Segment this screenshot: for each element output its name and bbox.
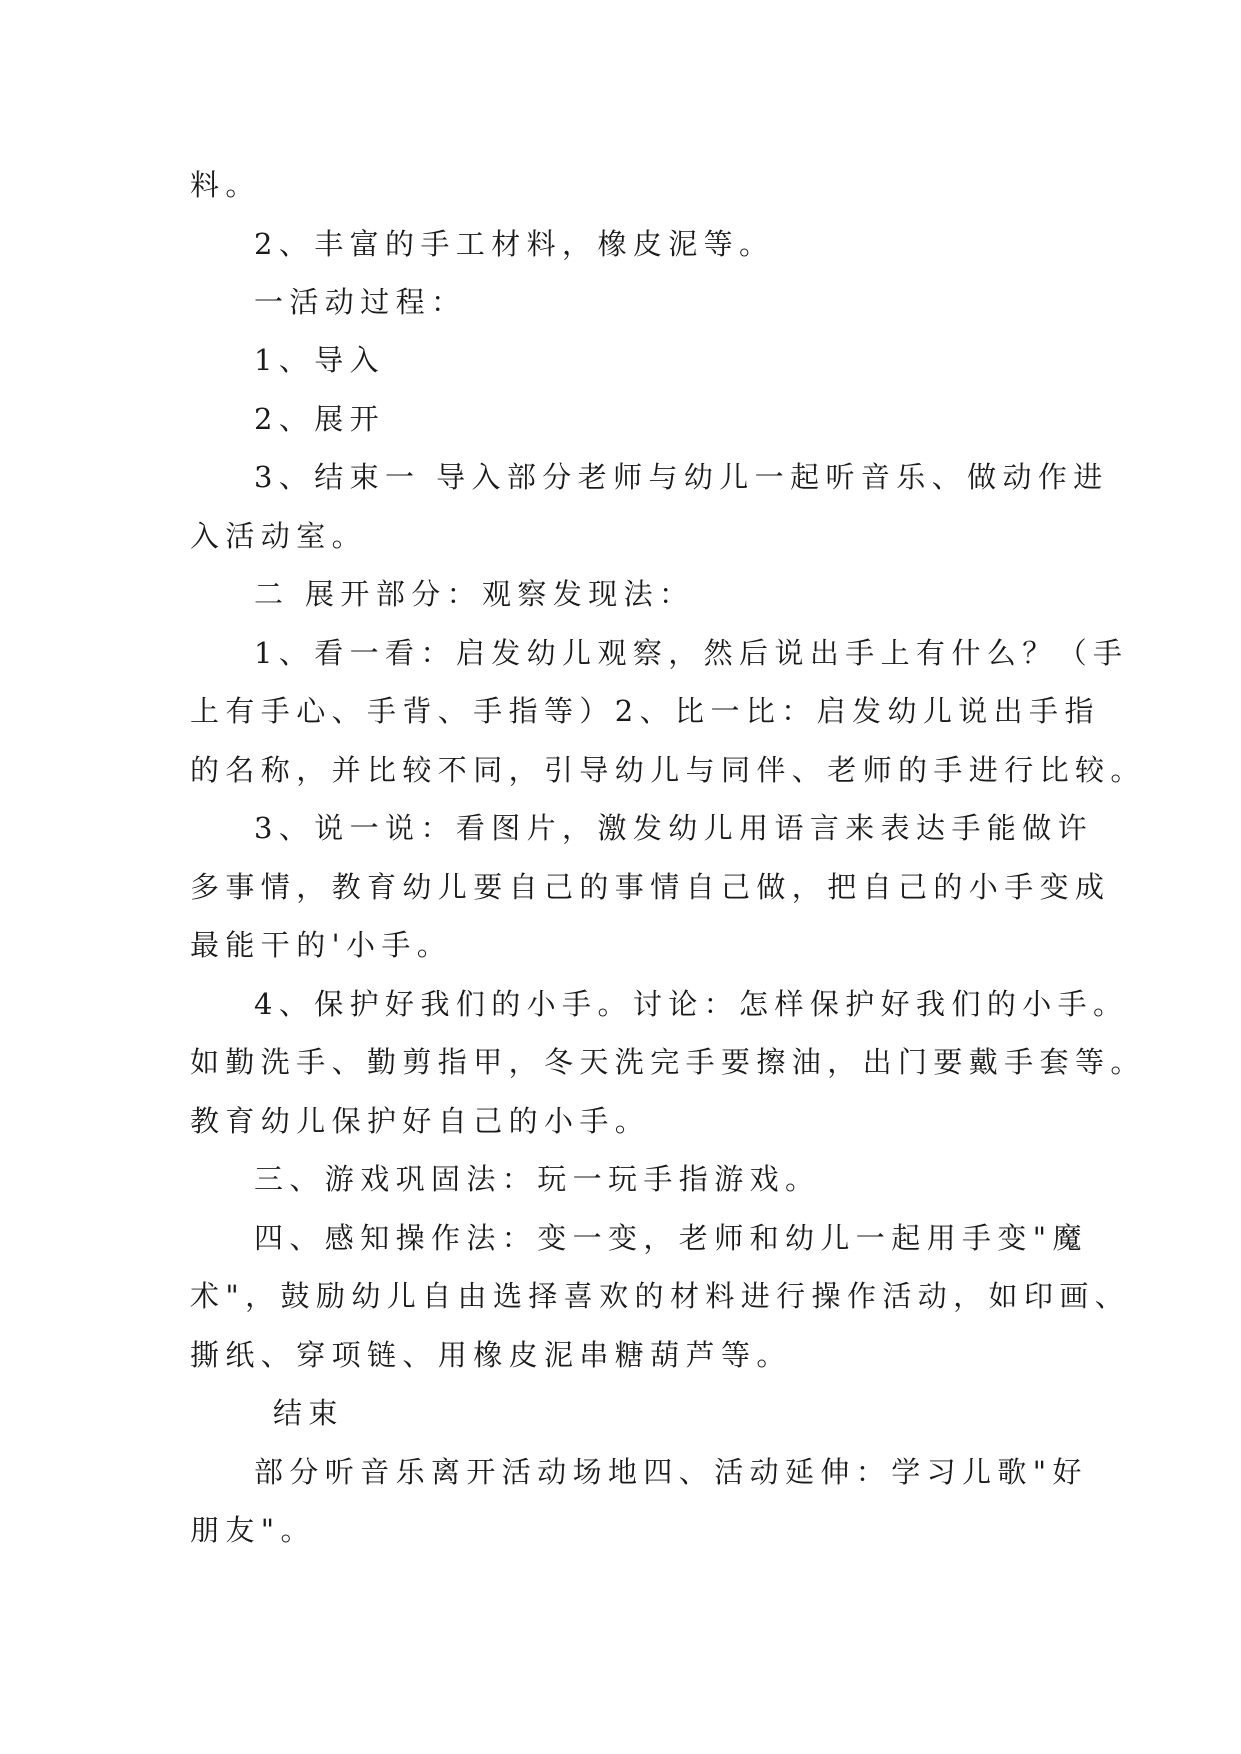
text-line: 一活动过程： xyxy=(254,285,467,319)
text-line: 多事情，教育幼儿要自己的事情自己做，把自己的小手变成 xyxy=(190,870,1111,904)
text-line: 结束 xyxy=(273,1396,344,1430)
text-line: 2、展开 xyxy=(254,402,386,436)
text-line: 二 展开部分：观察发现法： xyxy=(254,577,695,611)
text-line: 教育幼儿保护好自己的小手。 xyxy=(190,1104,651,1138)
text-line: 四、感知操作法：变一变，老师和幼儿一起用手变"魔 xyxy=(254,1221,1088,1255)
text-line: 如勤洗手、勤剪指甲，冬天洗完手要擦油，出门要戴手套等。 xyxy=(190,1045,1146,1079)
text-line: 1、看一看：启发幼儿观察，然后说出手上有什么？（手 xyxy=(254,636,1129,670)
text-line: 2、丰富的手工材料，橡皮泥等。 xyxy=(254,227,775,261)
text-line: 撕纸、穿项链、用橡皮泥串糖葫芦等。 xyxy=(190,1338,792,1372)
text-line: 术"，鼓励幼儿自由选择喜欢的材料进行操作活动，如印画、 xyxy=(190,1279,1131,1313)
text-line: 入活动室。 xyxy=(190,519,368,553)
text-line: 1、导入 xyxy=(254,343,386,377)
text-line: 4、保护好我们的小手。讨论：怎样保护好我们的小手。 xyxy=(254,987,1129,1021)
text-line: 三、游戏巩固法：玩一玩手指游戏。 xyxy=(254,1162,821,1196)
text-line: 3、说一说：看图片，激发幼儿用语言来表达手能做许 xyxy=(254,811,1094,845)
text-line: 朋友"。 xyxy=(190,1513,316,1547)
text-line: 上有手心、手背、手指等）2、比一比：启发幼儿说出手指 xyxy=(190,694,1100,728)
text-line: 料。 xyxy=(190,168,261,202)
text-line: 3、结束一 导入部分老师与幼儿一起听音乐、做动作进 xyxy=(254,460,1109,494)
text-line: 部分听音乐离开活动场地四、活动延伸：学习儿歌"好 xyxy=(254,1455,1088,1489)
text-line: 的名称，并比较不同，引导幼儿与同伴、老师的手进行比较。 xyxy=(190,753,1146,787)
text-line: 最能干的'小手。 xyxy=(190,928,453,962)
